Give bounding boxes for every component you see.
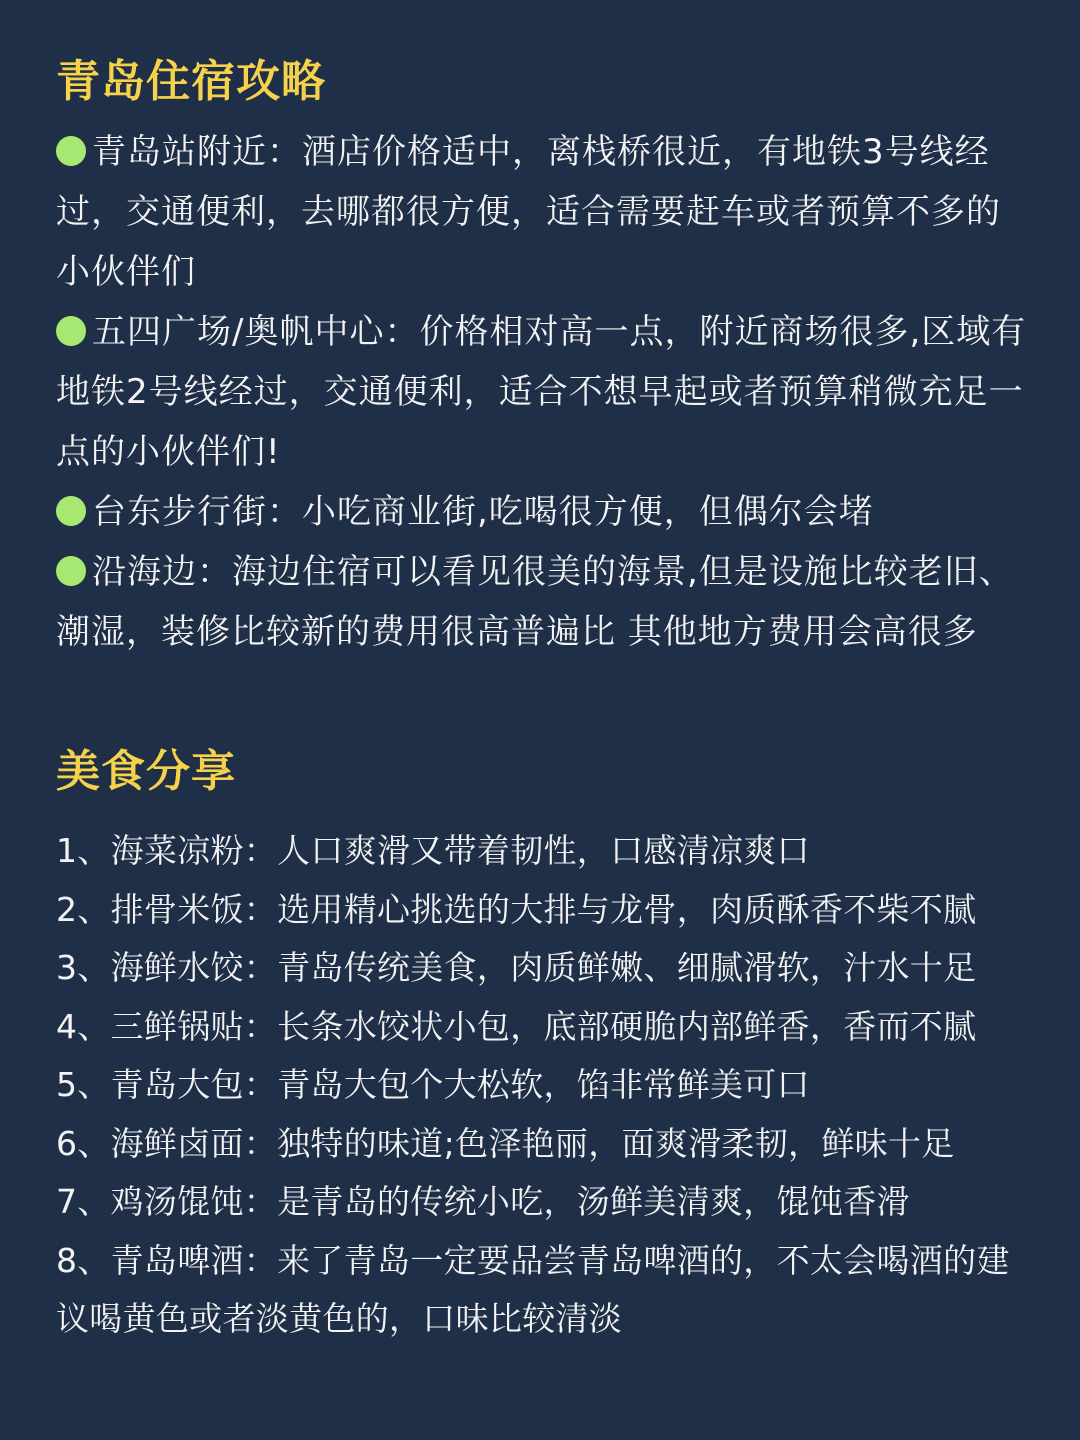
food-item-label: 5、青岛大包： bbox=[56, 1065, 278, 1104]
food-title: 美食分享 bbox=[56, 746, 236, 797]
lodging-item bbox=[56, 122, 1030, 302]
lodging-item-desc: 酒店价格适中，离栈桥很近，有地铁3号线经过，交通便利，去哪都很方便，适合需要赶车或者预算不多的小伙伴们 bbox=[56, 132, 1001, 292]
green-dot-icon bbox=[56, 556, 86, 586]
food-item bbox=[56, 998, 1030, 1057]
lodging-item-name: 沿海边 bbox=[92, 552, 197, 592]
lodging-title: 青岛住宿攻略 bbox=[56, 56, 326, 107]
food-item-label: 7、鸡汤馄饨： bbox=[56, 1182, 278, 1221]
food-item-desc: 是青岛的传统小吃，汤鲜美清爽，馄饨香滑 bbox=[277, 1182, 910, 1221]
food-item-desc: 长条水饺状小包，底部硬脆内部鲜香，香而不腻 bbox=[277, 1006, 977, 1046]
lodging-item-separator: ： bbox=[267, 132, 302, 172]
food-item-desc: 青岛大包个大松软，馅非常鲜美可口 bbox=[277, 1065, 810, 1104]
lodging-item-name: 台东步行街 bbox=[92, 492, 267, 532]
food-item-desc: 独特的味道;色泽艳丽，面爽滑柔韧，鲜味十足 bbox=[277, 1123, 955, 1163]
food-item bbox=[56, 1115, 1030, 1174]
green-dot-icon bbox=[56, 316, 86, 346]
lodging-item-desc: 海边住宿可以看见很美的海景,但是设施比较老旧、潮湿，装修比较新的费用很高普遍比 其他地方费用会高很多 bbox=[56, 552, 1014, 652]
lodging-item-separator: ： bbox=[267, 492, 302, 532]
lodging-item bbox=[56, 542, 1030, 662]
food-item bbox=[56, 1232, 1030, 1349]
green-dot-icon bbox=[56, 136, 86, 166]
food-item-desc: 青岛传统美食，肉质鲜嫩、细腻滑软，汁水十足 bbox=[277, 948, 977, 987]
lodging-list bbox=[56, 122, 1030, 662]
food-item-label: 1、海菜凉粉： bbox=[56, 831, 278, 870]
lodging-item-desc: 价格相对高一点，附近商场很多,区域有地铁2号线经过，交通便利，适合不想早起或者预算稍微充足一点的小伙伴们! bbox=[56, 312, 1027, 472]
food-item bbox=[56, 939, 1030, 998]
lodging-item bbox=[56, 482, 1030, 542]
food-item-desc: 来了青岛一定要品尝青岛啤酒的，不太会喝酒的建议喝黄色或者淡黄色的，口味比较清淡 bbox=[56, 1240, 1010, 1338]
food-item bbox=[56, 1173, 1030, 1232]
green-dot-icon bbox=[56, 496, 86, 526]
lodging-item-desc: 小吃商业街,吃喝很方便，但偶尔会堵 bbox=[302, 492, 874, 532]
food-item-label: 8、青岛啤酒： bbox=[56, 1240, 278, 1280]
food-list bbox=[56, 822, 1030, 1349]
food-item-label: 4、三鲜锅贴： bbox=[56, 1006, 278, 1046]
food-item-desc: 选用精心挑选的大排与龙骨，肉质酥香不柴不腻 bbox=[277, 889, 977, 929]
lodging-item-name: 五四广场/奥帆中心 bbox=[92, 312, 385, 352]
food-item-label: 2、排骨米饭： bbox=[56, 889, 278, 929]
lodging-item-separator: ： bbox=[384, 312, 420, 352]
food-item-label: 3、海鲜水饺： bbox=[56, 948, 278, 987]
food-item-desc: 人口爽滑又带着韧性，口感清凉爽口 bbox=[277, 831, 810, 870]
food-item-label: 6、海鲜卤面： bbox=[56, 1123, 278, 1163]
lodging-item bbox=[56, 302, 1030, 482]
food-item bbox=[56, 1056, 1030, 1115]
lodging-item-name: 青岛站附近 bbox=[92, 132, 267, 172]
lodging-item-separator: ： bbox=[197, 552, 232, 592]
food-item bbox=[56, 881, 1030, 940]
food-item bbox=[56, 822, 1030, 881]
